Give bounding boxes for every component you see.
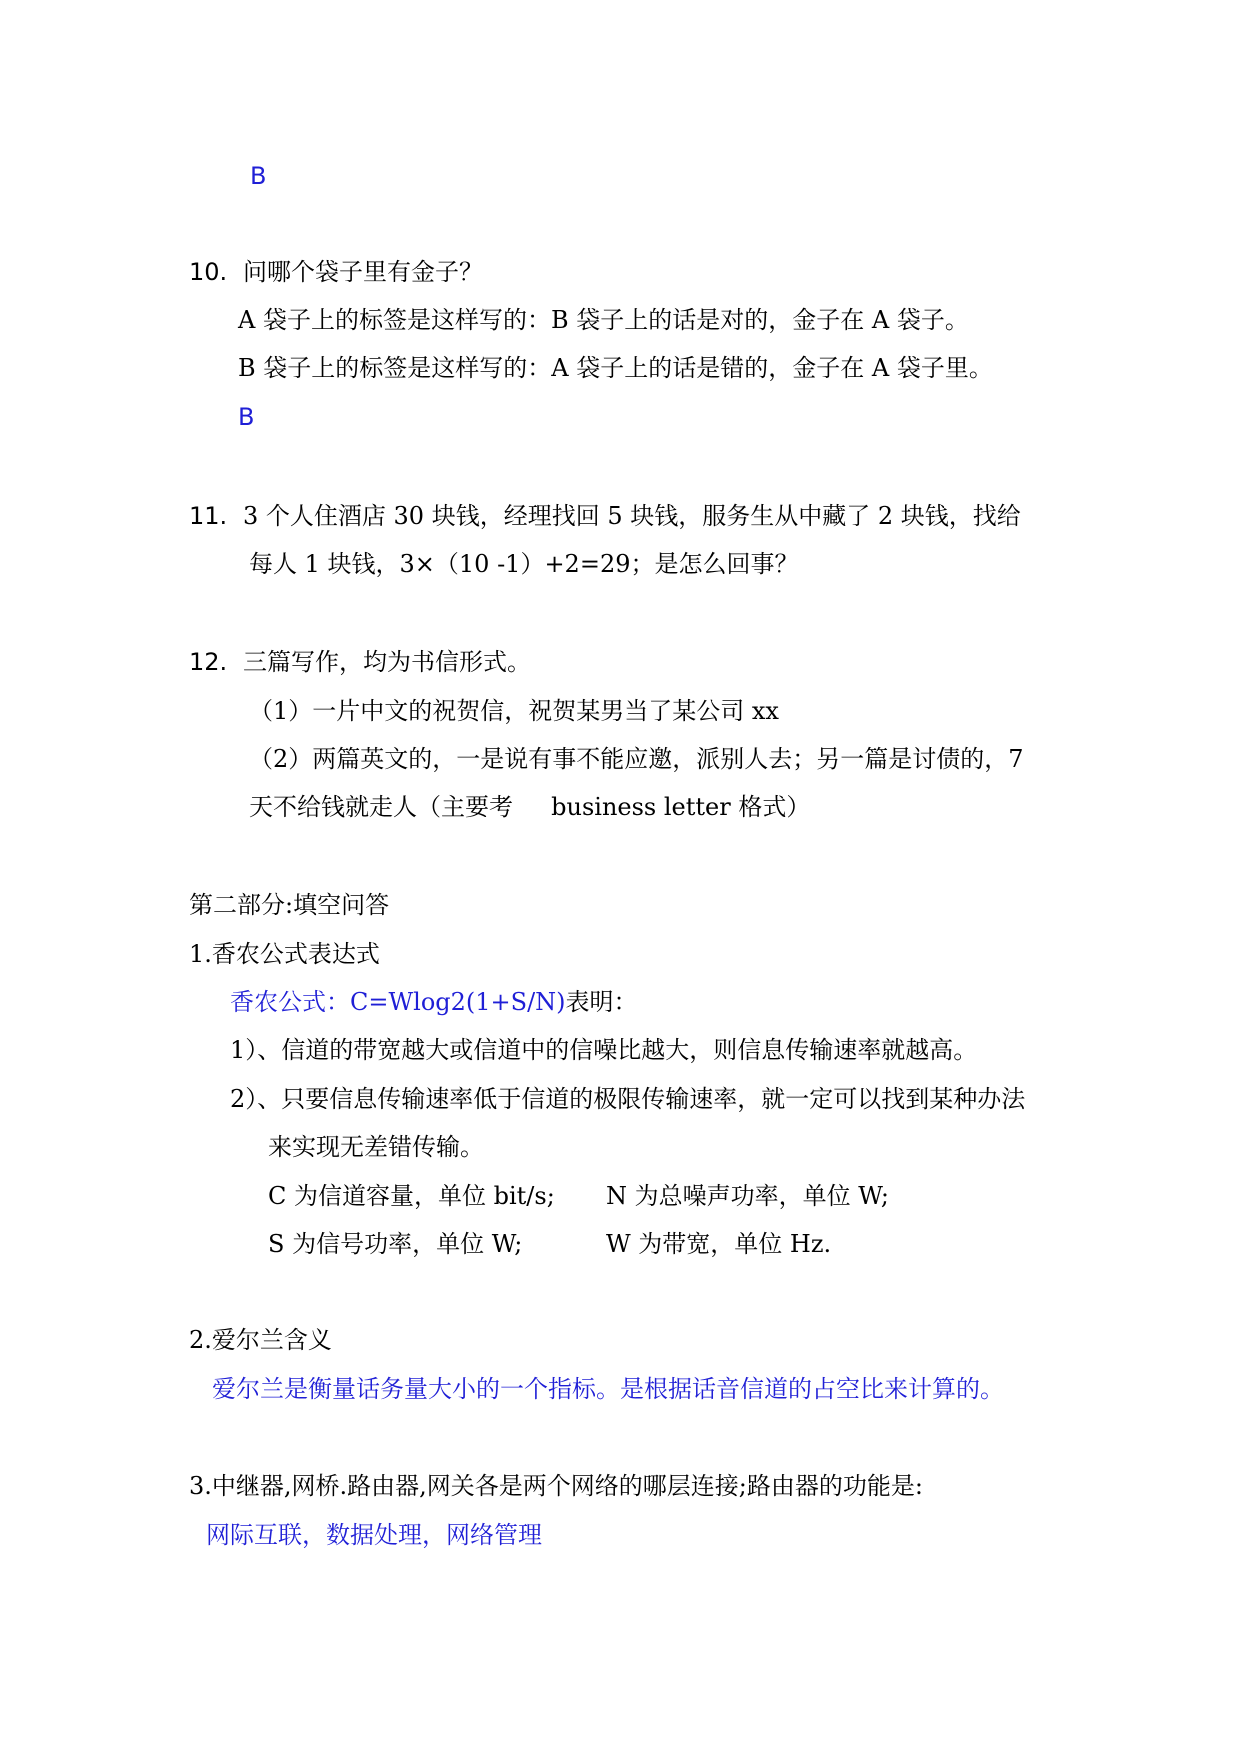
part2-q2-answer: 爱尔兰是衡量话务量大小的一个指标。是根据话音信道的占空比来计算的。 [212,1375,1004,1403]
def-signal: S 为信号功率，单位 W; [268,1230,523,1258]
q12-item-2-cont: 天不给钱就走人（主要考 business letter 格式） [249,793,811,821]
def-noise: N 为总噪声功率，单位 W; [606,1182,889,1210]
shannon-point-1: 1）、信道的带宽越大或信道中的信噪比越大，则信息传输速率就越高。 [230,1036,978,1064]
q12-question: 三篇写作，均为书信形式。 [243,648,531,676]
q9-answer: B [250,162,267,190]
part2-heading: 第二部分:填空问答 [189,891,390,919]
def-bandwidth: W 为带宽，单位 Hz. [606,1230,832,1258]
q11-line-2: 每人 1 块钱，3×（10 -1）+2=29；是怎么回事？ [249,550,799,578]
shannon-formula: 香农公式：C=Wlog2(1+S/N) [230,988,566,1016]
shannon-formula-line [230,986,638,1018]
q11-number: 11. [189,502,228,530]
shannon-point-2: 2）、只要信息传输速率低于信道的极限传输速率，就一定可以找到某种办法 [230,1085,1026,1113]
def-capacity: C 为信道容量，单位 bit/s; [268,1182,555,1210]
part2-q3-title: 3.中继器,网桥.路由器,网关各是两个网络的哪层连接;路由器的功能是: [189,1472,923,1500]
q12-item-2: （2）两篇英文的，一是说有事不能应邀，派别人去；另一篇是讨债的，7 [249,745,1024,773]
part2-q3-answer: 网际互联，数据处理，网络管理 [206,1521,542,1549]
q10-option-b: B 袋子上的标签是这样写的：A 袋子上的话是错的，金子在 A 袋子里。 [238,354,993,382]
q10-number: 10. [189,258,228,286]
q10-option-a: A 袋子上的标签是这样写的：B 袋子上的话是对的，金子在 A 袋子。 [238,306,969,334]
q11-line-1: 3 个人住酒店 30 块钱，经理找回 5 块钱，服务生从中藏了 2 块钱，找给 [243,502,1021,530]
q12-item-1: （1）一片中文的祝贺信，祝贺某男当了某公司 xx [249,697,779,725]
q10-question: 问哪个袋子里有金子？ [243,258,483,286]
shannon-point-2-cont: 来实现无差错传输。 [268,1133,484,1161]
part2-q1-title: 1.香农公式表达式 [189,940,380,968]
q10-answer: B [238,403,255,431]
part2-q2-title: 2.爱尔兰含义 [189,1326,332,1354]
q12-number: 12. [189,648,228,676]
shannon-formula-suffix: 表明： [565,988,638,1016]
